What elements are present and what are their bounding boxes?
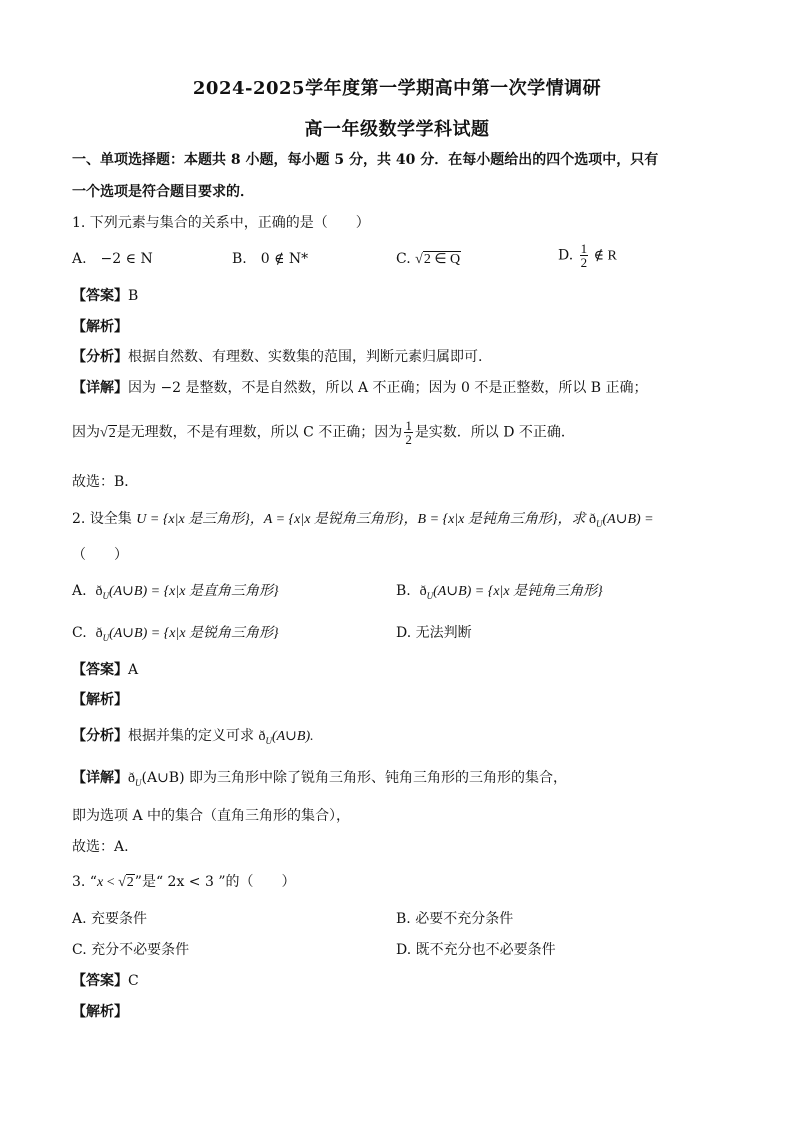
q2-option-c: C. $ð_U(A\cup B) = \{x|x$ 是锐角三角形} — [72, 625, 279, 643]
sqrt-symbol: √2 ∈ Q — [415, 252, 461, 267]
q2-answer: 【答案】A — [72, 662, 139, 678]
q2-stem: 2. 设全集 U = {x|x 是三角形}，A = {x|x 是锐角三角形}，B = {x|x 是钝角三角形}，求 $ð_U(A\cup B)$ = — [72, 511, 654, 529]
q2-detail-line2: 即为选项 A 中的集合（直角三角形的集合）， — [72, 808, 351, 824]
q3-option-c: C. 充分不必要条件 — [72, 942, 190, 958]
q2-fenxi: 【分析】根据并集的定义可求 $ð_U(A\cup B)$. — [72, 728, 314, 746]
q1-analysis-tag: 【解析】 — [72, 319, 128, 335]
page-subtitle: 高一年级数学学科试题 — [304, 119, 490, 140]
q2-option-d: D. 无法判断 — [396, 625, 472, 641]
fraction-half-inline: $\frac{1}{2}$ — [405, 418, 412, 447]
q3-option-d: D. 既不充分也不必要条件 — [396, 942, 556, 958]
q2-option-a: A. $ð_U(A\cup B) = \{x|x$ 是直角三角形} — [72, 583, 279, 601]
q1-stem: 1. 下列元素与集合的关系中，正确的是（ ） — [72, 215, 370, 231]
q3-option-b: B. 必要不充分条件 — [396, 911, 514, 927]
section-heading-line1: 一、单项选择题：本题共 8 小题，每小题 5 分，共 40 分．在每小题给出的四个选项中，只有 — [72, 152, 659, 168]
q1-option-a: A. −2 ∈ N — [72, 251, 153, 267]
q2-option-b: B. $ð_U(A\cup B) = \{x|x$ 是钝角三角形} — [396, 583, 603, 601]
q1-option-d: D. $\frac{1}{2}$ ∉ R — [558, 241, 617, 270]
complement-symbol: $ð_U$ — [589, 512, 603, 529]
q1-option-c: C. √2 ∈ Q — [396, 251, 461, 267]
q2-stem-line2: （ ） — [72, 547, 128, 563]
q2-choose: 故选：A. — [72, 839, 129, 855]
q1-fenxi: 【分析】根据自然数、有理数、实数集的范围，判断元素归属即可. — [72, 349, 483, 365]
q3-answer: 【答案】C — [72, 973, 139, 989]
q3-stem: 3. “x < √2”是“ 2x < 3 ”的（ ） — [72, 874, 296, 890]
q1-option-b: B. 0 ∉ N* — [232, 251, 309, 267]
q1-choose: 故选：B． — [72, 474, 139, 490]
q1-answer: 【答案】B — [72, 288, 139, 304]
q1-detail-line2: 因为√2是无理数，不是有理数，所以 C 不正确；因为 $\frac{1}{2}$ 是实数．所以 D 不正确． — [72, 418, 575, 447]
section-heading-line2: 一个选项是符合题目要求的． — [72, 184, 254, 200]
q1-detail-line1: 【详解】因为 −2 是整数，不是自然数，所以 A 不正确；因为 0 不是正整数，所以 B 正确； — [72, 380, 648, 396]
page-title: 2024-2025学年度第一学期高中第一次学情调研 — [192, 78, 602, 99]
fraction-half: $\frac{1}{2}$ — [580, 241, 588, 270]
q3-analysis-tag: 【解析】 — [72, 1004, 128, 1020]
q2-detail-line1: 【详解】$ð_U(A\cup B)$ 即为三角形中除了锐角三角形、钝角三角形的三角形的集合， — [72, 770, 568, 788]
q3-option-a: A. 充要条件 — [72, 911, 148, 927]
q2-analysis-tag: 【解析】 — [72, 692, 128, 708]
